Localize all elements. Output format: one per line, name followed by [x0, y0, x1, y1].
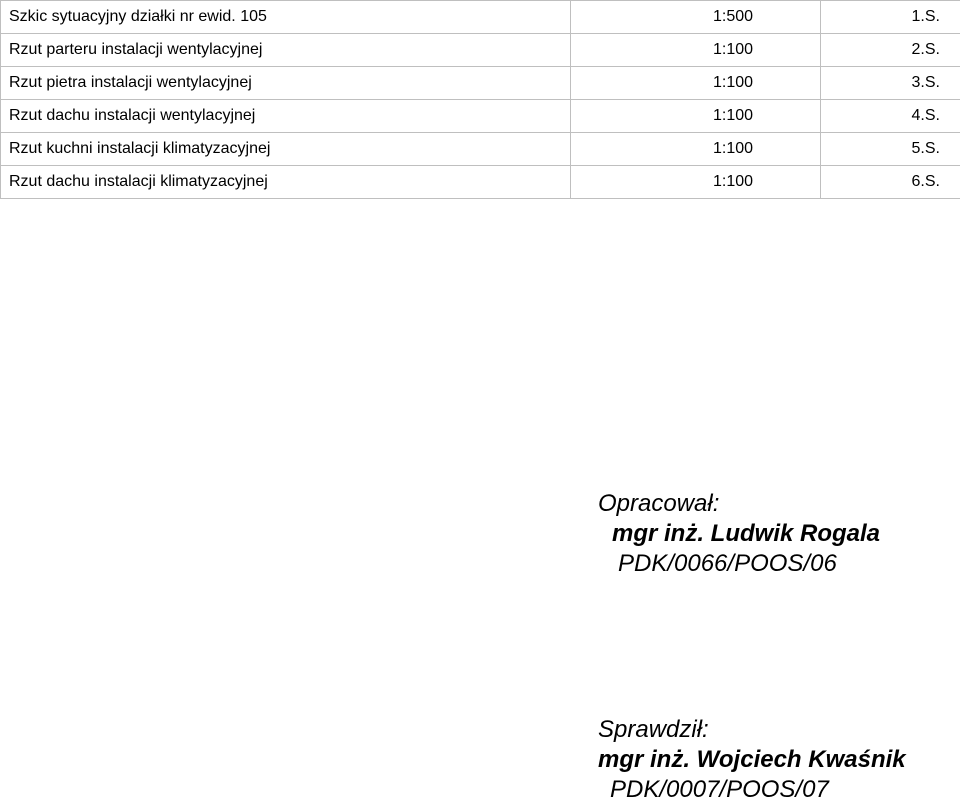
- drawing-scale: 1:100: [571, 133, 821, 166]
- drawing-title: Szkic sytuacyjny działki nr ewid. 105: [1, 1, 571, 34]
- drawing-title: Rzut dachu instalacji wentylacyjnej: [1, 100, 571, 133]
- drawing-title: Rzut pietra instalacji wentylacyjnej: [1, 67, 571, 100]
- checked-by-license: PDK/0007/POOS/07: [610, 776, 829, 803]
- table-row: [1, 67, 960, 100]
- drawing-title: Rzut dachu instalacji klimatyzacyjnej: [1, 166, 571, 199]
- prepared-by-name: mgr inż. Ludwik Rogala: [612, 520, 881, 547]
- checked-by-label: Sprawdził:: [598, 716, 709, 743]
- prepared-by-license: PDK/0066/POOS/06: [618, 550, 837, 577]
- table-row: [1, 100, 960, 133]
- table-row: [1, 166, 960, 199]
- table-row: [1, 1, 960, 34]
- drawing-scale: 1:500: [571, 1, 821, 34]
- drawing-number: 3.S.: [821, 67, 960, 100]
- prepared-by-label: Opracował:: [598, 490, 720, 517]
- table-row: [1, 133, 960, 166]
- drawing-number: 2.S.: [821, 34, 960, 67]
- drawing-number: 4.S.: [821, 100, 960, 133]
- drawing-title: Rzut kuchni instalacji klimatyzacyjnej: [1, 133, 571, 166]
- checked-by-block: [598, 718, 906, 802]
- drawing-scale: 1:100: [571, 100, 821, 133]
- checked-by-name: mgr inż. Wojciech Kwaśnik: [598, 746, 906, 773]
- drawing-list-table: [0, 0, 960, 199]
- drawing-number: 5.S.: [821, 133, 960, 166]
- drawing-scale: 1:100: [571, 67, 821, 100]
- drawing-number: 6.S.: [821, 166, 960, 199]
- table-row: [1, 34, 960, 67]
- prepared-by-block: [598, 492, 880, 576]
- drawing-title: Rzut parteru instalacji wentylacyjnej: [1, 34, 571, 67]
- drawing-scale: 1:100: [571, 166, 821, 199]
- drawing-number: 1.S.: [821, 1, 960, 34]
- drawing-scale: 1:100: [571, 34, 821, 67]
